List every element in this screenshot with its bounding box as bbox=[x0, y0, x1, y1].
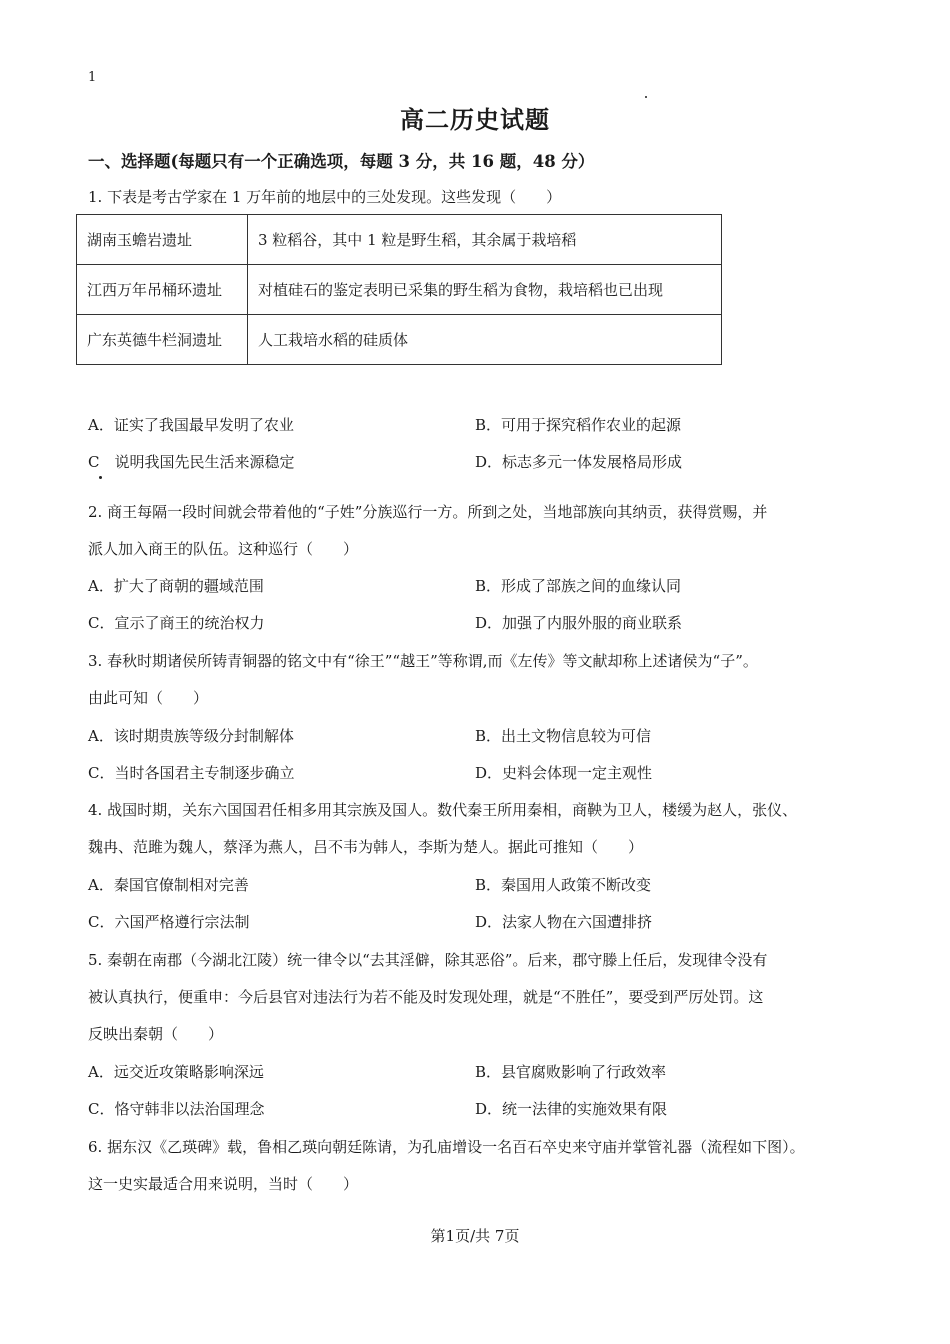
table-row bbox=[77, 265, 722, 315]
q6-stem-line2: 这一史实最适合用来说明，当时（ ） bbox=[88, 1175, 359, 1193]
q1-option-c: C 说明我国先民生活来源稳定 bbox=[88, 453, 295, 471]
table-cell-site: 江西万年吊桶环遗址 bbox=[77, 265, 248, 315]
q5-option-c: C．恪守韩非以法治国理念 bbox=[88, 1100, 265, 1118]
q4-stem-line2: 魏冉、范雎为魏人，蔡泽为燕人，吕不韦为韩人，李斯为楚人。据此可推知（ ） bbox=[88, 838, 644, 856]
q3-option-b: B．出土文物信息较为可信 bbox=[475, 727, 652, 745]
q2-option-c: C．宣示了商王的统治权力 bbox=[88, 614, 265, 632]
q2-stem-line2: 派人加入商王的队伍。这种巡行（ ） bbox=[88, 540, 359, 558]
q5-option-d: D．统一法律的实施效果有限 bbox=[475, 1100, 668, 1118]
table-cell-site: 湖南玉蟾岩遗址 bbox=[77, 215, 248, 265]
q2-option-b: B．形成了部族之间的血缘认同 bbox=[475, 577, 682, 595]
q2-option-d: D．加强了内服外服的商业联系 bbox=[475, 614, 683, 632]
stray-dot bbox=[645, 96, 647, 98]
section-heading: 一、选择题(每题只有一个正确选项，每题 3 分，共 16 题，48 分） bbox=[88, 152, 595, 171]
page-title: 高二历史试题 bbox=[400, 105, 550, 134]
q3-option-a: A．该时期贵族等级分封制解体 bbox=[88, 727, 294, 745]
q4-option-b: B．秦国用人政策不断改变 bbox=[475, 876, 652, 894]
q1-table bbox=[76, 214, 722, 365]
table-cell-site: 广东英德牛栏洞遗址 bbox=[77, 315, 248, 365]
q5-option-a: A．远交近攻策略影响深远 bbox=[88, 1063, 264, 1081]
q3-option-d: D．史料会体现一定主观性 bbox=[475, 764, 653, 782]
q1-stem: 1. 下表是考古学家在 1 万年前的地层中的三处发现。这些发现（ ） bbox=[88, 188, 562, 206]
page-mark: 1 bbox=[88, 70, 97, 85]
table-row bbox=[77, 215, 722, 265]
q3-option-c: C．当时各国君主专制逐步确立 bbox=[88, 764, 295, 782]
q4-stem-line1: 4. 战国时期，关东六国国君任相多用其宗族及国人。数代秦王所用秦相，商鞅为卫人，楼缓为赵人，张仪、 bbox=[88, 801, 798, 819]
q1-option-b: B．可用于探究稻作农业的起源 bbox=[475, 416, 682, 434]
q6-stem-line1: 6. 据东汉《乙瑛碑》载，鲁相乙瑛向朝廷陈请，为孔庙增设一名百石卒史来守庙并掌管礼器（流程如下图）。 bbox=[88, 1138, 805, 1156]
q5-option-b: B．县官腐败影响了行政效率 bbox=[475, 1063, 667, 1081]
q3-stem-line1: 3. 春秋时期诸侯所铸青铜器的铭文中有“徐王”“越王”等称谓,而《左传》等文献却称上述诸侯为“子”。 bbox=[88, 652, 758, 670]
table-cell-finding: 人工栽培水稻的硅质体 bbox=[248, 315, 722, 365]
q5-stem-line3: 反映出秦朝（ ） bbox=[88, 1025, 224, 1043]
q1-option-d: D．标志多元一体发展格局形成 bbox=[475, 453, 683, 471]
table-cell-finding: 3 粒稻谷，其中 1 粒是野生稻，其余属于栽培稻 bbox=[248, 215, 722, 265]
page-footer: 第1页/共 7页 bbox=[430, 1227, 520, 1245]
q4-option-a: A．秦国官僚制相对完善 bbox=[88, 876, 249, 894]
q3-stem-line2: 由此可知（ ） bbox=[88, 689, 209, 707]
q4-option-c: C．六国严格遵行宗法制 bbox=[88, 913, 250, 931]
q2-stem-line1: 2. 商王每隔一段时间就会带着他的“子姓”分族巡行一方。所到之处，当地部族向其纳贡，获得赏赐，并 bbox=[88, 503, 768, 521]
option-c-dot bbox=[99, 476, 102, 479]
table-cell-finding: 对植硅石的鉴定表明已采集的野生稻为食物，栽培稻也已出现 bbox=[248, 265, 722, 315]
q5-stem-line1: 5. 秦朝在南郡（今湖北江陵）统一律令以“去其淫僻，除其恶俗”。后来，郡守滕上任后，发现律令没有 bbox=[88, 951, 768, 969]
table-row bbox=[77, 315, 722, 365]
q1-option-a: A．证实了我国最早发明了农业 bbox=[88, 416, 294, 434]
q5-stem-line2: 被认真执行，便重申：今后县官对违法行为若不能及时发现处理，就是“不胜任”，要受到严厉处罚。这 bbox=[88, 988, 764, 1006]
q2-option-a: A．扩大了商朝的疆域范围 bbox=[88, 577, 264, 595]
q4-option-d: D．法家人物在六国遭排挤 bbox=[475, 913, 653, 931]
